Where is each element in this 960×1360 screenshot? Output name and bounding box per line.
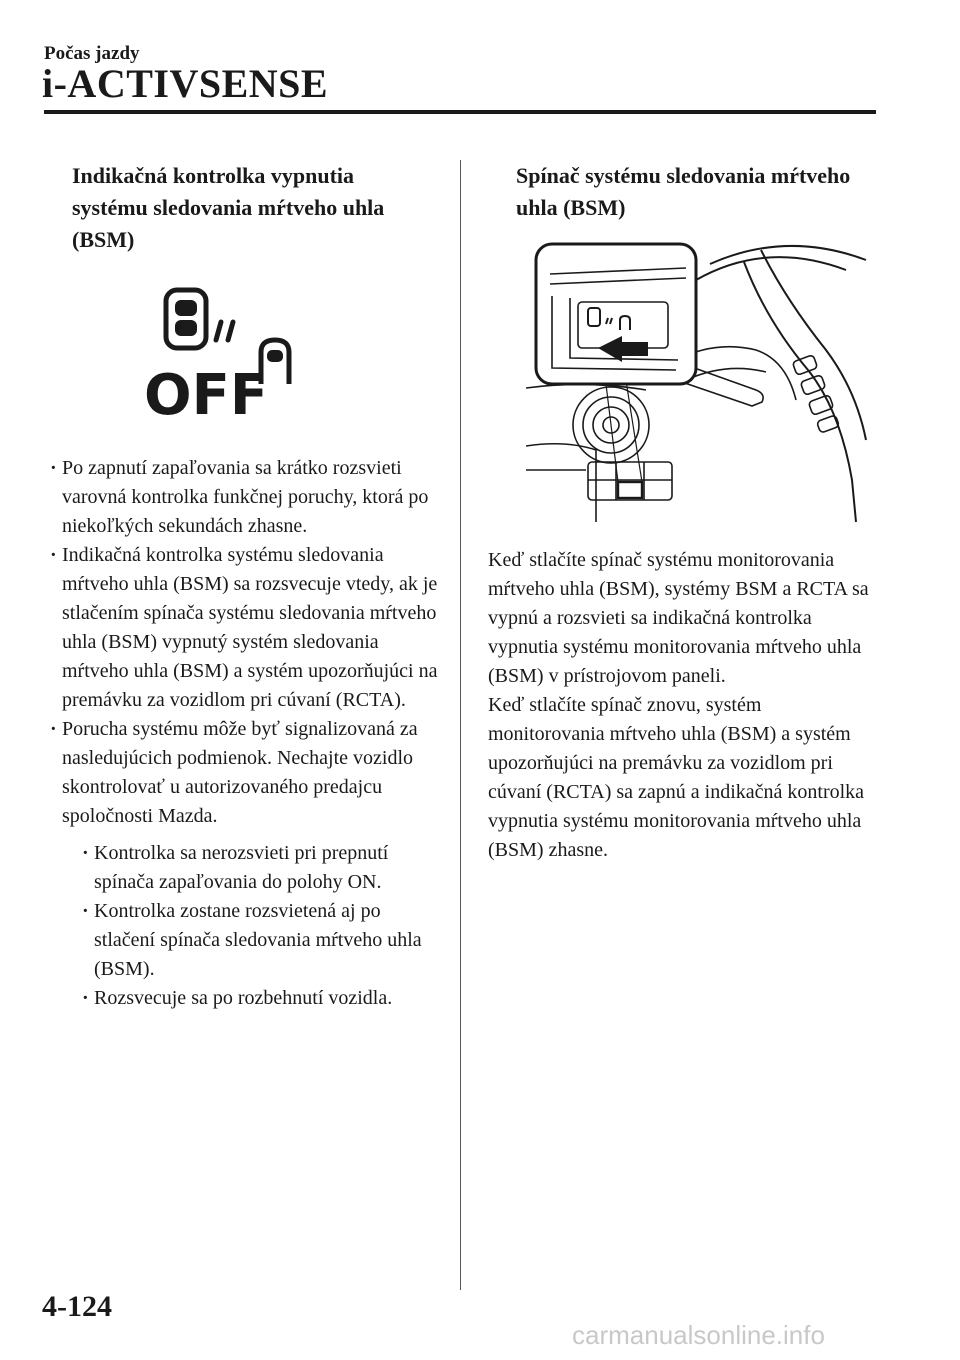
- list-item: · Kontrolka zostane rozsvietená aj po stlačení spínača sledovania mŕtveho uhla (BSM).: [84, 897, 444, 984]
- switch-heading-line-2: uhla (BSM): [516, 195, 626, 220]
- indicator-off-text: OFF: [144, 363, 269, 424]
- list-item: · Indikačná kontrolka systému sledovania mŕtveho uhla (BSM) sa rozsvecuje vtedy, ak je stlačením spínača systému sledovania mŕtveho uhla (BSM) vypnutý systém sledovania mŕtveho uhla (BSM) a systém upozorňujúci na premávku za vozidlom pri cúvaní (RCTA).: [52, 541, 444, 715]
- left-column: [52, 160, 444, 1013]
- page-number: 4-124: [42, 1290, 112, 1323]
- right-column: [488, 160, 880, 865]
- bsm-off-indicator-icon: [144, 284, 324, 424]
- indicator-heading-line-1: Indikačná kontrolka vypnutia: [72, 163, 355, 188]
- list-item: · Po zapnutí zapaľovania sa krátko rozsvieti varovná kontrolka funkčnej poruchy, ktorá po niekoľkých sekundách zhasne.: [52, 454, 444, 541]
- bsm-switch-illustration: [526, 240, 876, 522]
- indicator-heading-line-3: (BSM): [72, 227, 135, 252]
- section-label: Počas jazdy: [44, 43, 140, 64]
- list-item: · Rozsvecuje sa po rozbehnutí vozidla.: [84, 984, 444, 1013]
- watermark: carmanualsonline.info: [572, 1320, 825, 1350]
- indicator-bullet-list: [52, 454, 444, 1013]
- list-item-text: Porucha systému môže byť signalizovaná za nasledujúcich podmienok. Nechajte vozidlo skontrolovať u autorizovaného predajcu spoločnosti Mazda.: [62, 718, 418, 827]
- list-item: [52, 715, 444, 1013]
- switch-description-1: Keď stlačíte spínač systému monitorovania mŕtveho uhla (BSM), systémy BSM a RCTA sa vypnú a rozsvieti sa indikačná kontrolka vypnutia systému monitorovania mŕtveho uhla (BSM) v prístrojovom paneli.: [488, 549, 869, 687]
- header-rule: [44, 110, 876, 114]
- list-item: · Kontrolka sa nerozsvieti pri prepnutí spínača zapaľovania do polohy ON.: [84, 839, 444, 897]
- condition-sub-list: [84, 839, 444, 1013]
- chapter-title: i-ACTIVSENSE: [42, 61, 329, 106]
- switch-heading: [488, 160, 880, 224]
- indicator-heading-line-2: systému sledovania mŕtveho uhla: [72, 195, 385, 220]
- switch-description-2: Keď stlačíte spínač znovu, systém monitorovania mŕtveho uhla (BSM) a systém upozorňujúci na premávku za vozidlom pri cúvaní (RCTA) sa zapnú a indikačná kontrolka vypnutia systému monitorovania mŕtveho uhla (BSM) zhasne.: [488, 694, 865, 861]
- indicator-heading: [52, 160, 444, 256]
- switch-heading-line-1: Spínač systému sledovania mŕtveho: [516, 163, 851, 188]
- column-divider: [460, 160, 461, 1290]
